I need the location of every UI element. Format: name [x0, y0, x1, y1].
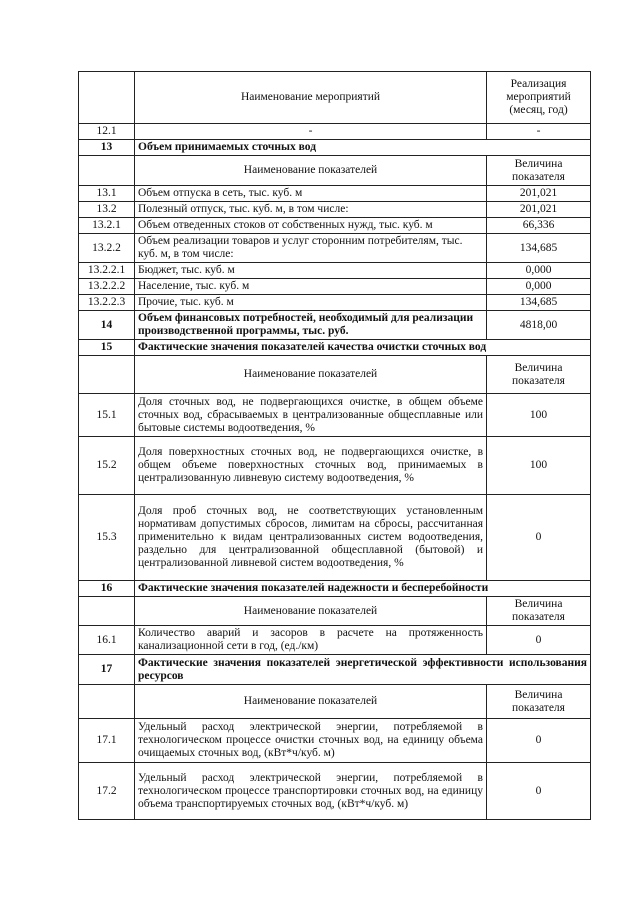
header-num-cell	[79, 597, 135, 626]
header-name-cell: Наименование показателей	[135, 156, 487, 186]
row-number: 12.1	[79, 124, 135, 140]
row-number: 16.1	[79, 626, 135, 655]
row-number: 13.2.2.2	[79, 279, 135, 295]
header-name-cell: Наименование показателей	[135, 685, 487, 719]
row-name: Доля поверхностных сточных вод, не подвергающихся очистке, в общем объеме поверхностных сточных вод, принимаемых в централизованную ливневую систему водоотведения, %	[135, 437, 487, 495]
row-name: Доля сточных вод, не подвергающихся очистке, в общем объеме сточных вод, сбрасываемых в централизованные общесплавные или бытовые системы водоотведения, %	[135, 394, 487, 437]
section-13-header-row	[79, 156, 591, 186]
header-value-cell: Величина показателя	[487, 156, 591, 186]
table-header-row	[79, 72, 591, 124]
table-row	[79, 124, 591, 140]
section-number: 16	[79, 581, 135, 597]
row-number: 13.2.2	[79, 234, 135, 263]
table-row	[79, 186, 591, 202]
table-row	[79, 295, 591, 311]
row-value: 201,021	[487, 202, 591, 218]
row-name: Бюджет, тыс. куб. м	[135, 263, 487, 279]
table-row	[79, 234, 591, 263]
table-row	[79, 218, 591, 234]
row-number: 13.2	[79, 202, 135, 218]
section-title: Объем принимаемых сточных вод	[135, 140, 591, 156]
row-number: 15.1	[79, 394, 135, 437]
row-number: 17.1	[79, 719, 135, 763]
section-17-header-row	[79, 685, 591, 719]
table-row	[79, 394, 591, 437]
section-title: Фактические значения показателей энергетической эффективности использования ресурсов	[135, 655, 591, 685]
row-name: Объем отведенных стоков от собственных нужд, тыс. куб. м	[135, 218, 487, 234]
section-title: Фактические значения показателей надежности и бесперебойности	[135, 581, 591, 597]
header-value-cell: Величина показателя	[487, 356, 591, 394]
section-title: Фактические значения показателей качества очистки сточных вод	[135, 340, 591, 356]
section-number: 17	[79, 655, 135, 685]
row-value: -	[487, 124, 591, 140]
section-number: 14	[79, 311, 135, 340]
header-value-cell: Величина показателя	[487, 597, 591, 626]
table-row	[79, 626, 591, 655]
section-15-title-row	[79, 340, 591, 356]
row-value: 4818,00	[487, 311, 591, 340]
section-16-title-row	[79, 581, 591, 597]
row-name: Объем отпуска в сеть, тыс. куб. м	[135, 186, 487, 202]
header-num-cell	[79, 156, 135, 186]
section-13-title-row	[79, 140, 591, 156]
row-value: 134,685	[487, 234, 591, 263]
row-name: Количество аварий и засоров в расчете на протяженность канализационной сети в год, (ед./км)	[135, 626, 487, 655]
row-number: 15.3	[79, 495, 135, 581]
header-period-cell: Реализация мероприятий (месяц, год)	[487, 72, 591, 124]
row-value: 0	[487, 763, 591, 820]
row-number: 13.2.2.3	[79, 295, 135, 311]
table-row	[79, 202, 591, 218]
row-value: 66,336	[487, 218, 591, 234]
section-number: 13	[79, 140, 135, 156]
row-name: Удельный расход электрической энергии, потребляемой в технологическом процессе очистки сточных вод, на единицу объема очищаемых сточных вод, (кВт*ч/куб. м)	[135, 719, 487, 763]
header-value-cell: Величина показателя	[487, 685, 591, 719]
section-15-header-row	[79, 356, 591, 394]
row-value: 0	[487, 495, 591, 581]
table-row	[79, 279, 591, 295]
row-number: 13.2.1	[79, 218, 135, 234]
header-num-cell	[79, 356, 135, 394]
header-num-cell	[79, 72, 135, 124]
row-value: 100	[487, 437, 591, 495]
row-value: 201,021	[487, 186, 591, 202]
row-number: 13.1	[79, 186, 135, 202]
programme-table	[78, 71, 591, 820]
row-value: 100	[487, 394, 591, 437]
header-name-cell: Наименование показателей	[135, 597, 487, 626]
row-name: Полезный отпуск, тыс. куб. м, в том числе:	[135, 202, 487, 218]
table-row	[79, 437, 591, 495]
table-row	[79, 763, 591, 820]
row-value: 0,000	[487, 263, 591, 279]
row-name: Удельный расход электрической энергии, потребляемой в технологическом процессе транспортировки сточных вод, на единицу объема транспортируемых сточных вод, (кВт*ч/куб. м)	[135, 763, 487, 820]
section-title: Объем финансовых потребностей, необходимый для реализации производственной программы, тыс. руб.	[135, 311, 487, 340]
table-row	[79, 495, 591, 581]
section-16-header-row	[79, 597, 591, 626]
section-number: 15	[79, 340, 135, 356]
row-name: -	[135, 124, 487, 140]
row-number: 17.2	[79, 763, 135, 820]
section-14-row	[79, 311, 591, 340]
header-name-cell: Наименование показателей	[135, 356, 487, 394]
row-name: Прочие, тыс. куб. м	[135, 295, 487, 311]
row-value: 0	[487, 719, 591, 763]
row-name: Объем реализации товаров и услуг сторонним потребителям, тыс. куб. м, в том числе:	[135, 234, 487, 263]
section-17-title-row	[79, 655, 591, 685]
table-row	[79, 719, 591, 763]
row-value: 0,000	[487, 279, 591, 295]
row-value: 134,685	[487, 295, 591, 311]
row-name: Население, тыс. куб. м	[135, 279, 487, 295]
row-name: Доля проб сточных вод, не соответствующих установленным нормативам допустимых сбросов, лимитам на сбросы, рассчитанная применительно к видам централизованных систем водоотведения, раздельно для централизованной общесплавной (бытовой) и централизованной ливневой систем водоотведения, %	[135, 495, 487, 581]
table-row	[79, 263, 591, 279]
row-value: 0	[487, 626, 591, 655]
row-number: 13.2.2.1	[79, 263, 135, 279]
row-number: 15.2	[79, 437, 135, 495]
header-name-cell: Наименование мероприятий	[135, 72, 487, 124]
header-num-cell	[79, 685, 135, 719]
